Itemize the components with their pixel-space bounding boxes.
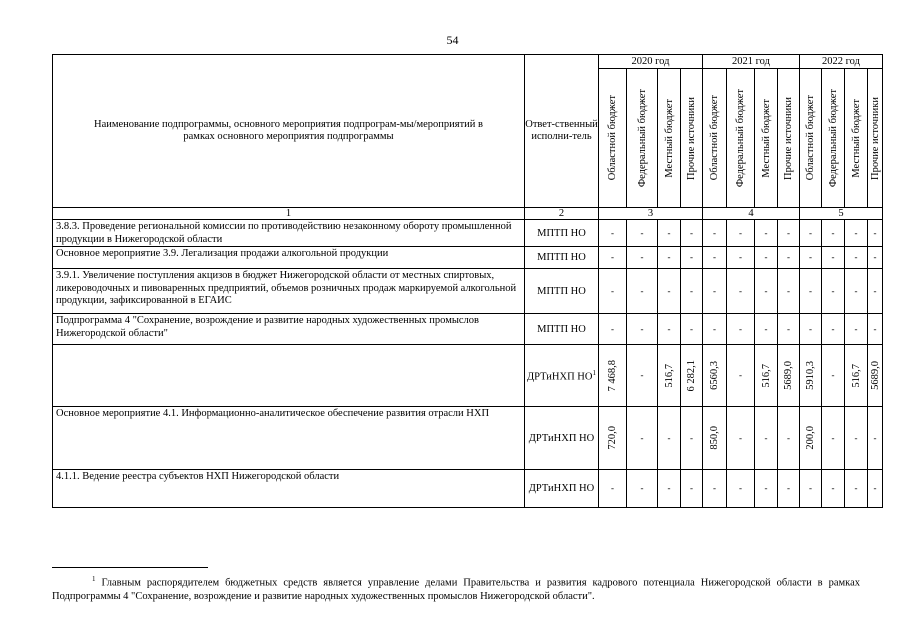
value-text: - bbox=[831, 227, 835, 238]
value-text: - bbox=[739, 483, 742, 493]
value-cell bbox=[727, 407, 755, 470]
responsible-text: МПТП НО bbox=[537, 227, 586, 239]
value-cell bbox=[681, 407, 703, 470]
source-header-label: Федеральный бюджет bbox=[636, 88, 648, 188]
value-cell bbox=[845, 345, 868, 407]
value-text: - bbox=[667, 483, 671, 493]
value-cell bbox=[868, 407, 883, 470]
row-name: 3.8.3. Проведение региональной комиссии по противодействию незаконному обороту промышленной продукции в Нижегородской области bbox=[53, 220, 525, 247]
value-cell bbox=[845, 269, 868, 314]
value-text: - bbox=[690, 252, 693, 262]
source-header-label: Федеральный бюджет bbox=[827, 88, 839, 188]
value-text: - bbox=[690, 323, 693, 334]
value-cell bbox=[599, 314, 627, 345]
row-responsible bbox=[525, 314, 599, 345]
value-text: - bbox=[873, 227, 877, 238]
value-text: - bbox=[667, 252, 671, 262]
footnote-separator bbox=[52, 567, 208, 568]
value-cell bbox=[868, 220, 883, 247]
value-cell bbox=[778, 470, 800, 508]
value-cell bbox=[599, 269, 627, 314]
source-header bbox=[800, 69, 822, 208]
value-cell bbox=[800, 345, 822, 407]
value-cell bbox=[755, 345, 778, 407]
col-number: 4 bbox=[703, 208, 800, 220]
value-cell bbox=[800, 269, 822, 314]
value-cell bbox=[681, 314, 703, 345]
responsible-text: ДРТиНХП НО bbox=[528, 432, 595, 444]
source-header bbox=[599, 69, 627, 208]
table-row bbox=[53, 247, 883, 269]
value-text: - bbox=[854, 227, 858, 238]
source-header-label: Областной бюджет bbox=[709, 95, 720, 181]
source-header-label: Федеральный бюджет bbox=[735, 88, 746, 188]
value-cell bbox=[755, 269, 778, 314]
value-text: - bbox=[667, 227, 671, 238]
value-text: - bbox=[690, 432, 693, 443]
value-text: - bbox=[640, 323, 644, 334]
col-number: 3 bbox=[599, 208, 703, 220]
row-name: 4.1.1. Ведение реестра субъектов НХП Нижегородской области bbox=[53, 470, 525, 508]
footnote-ref: 1 bbox=[592, 369, 596, 378]
source-header bbox=[627, 69, 658, 208]
source-header bbox=[681, 69, 703, 208]
value-cell bbox=[658, 269, 681, 314]
value-text: - bbox=[667, 432, 671, 443]
responsible-text: МПТП НО bbox=[537, 285, 586, 297]
value-text: - bbox=[873, 432, 877, 443]
source-header-label: Прочие источники bbox=[783, 96, 794, 180]
value-text: - bbox=[611, 483, 614, 493]
value-cell bbox=[703, 269, 727, 314]
value-text: - bbox=[611, 227, 614, 238]
value-text: - bbox=[713, 227, 716, 238]
value-text: - bbox=[713, 483, 716, 493]
value-cell bbox=[845, 470, 868, 508]
value-cell bbox=[800, 247, 822, 269]
value-text: - bbox=[787, 285, 790, 296]
value-text: - bbox=[873, 285, 877, 296]
value-text: 516,7 bbox=[850, 363, 862, 388]
value-cell bbox=[727, 247, 755, 269]
value-text: - bbox=[873, 323, 877, 334]
responsible-text: МПТП НО bbox=[537, 252, 586, 263]
value-text: - bbox=[739, 252, 742, 262]
value-cell bbox=[778, 345, 800, 407]
table-row bbox=[53, 470, 883, 508]
value-text: - bbox=[713, 252, 716, 262]
value-cell bbox=[627, 247, 658, 269]
value-cell bbox=[703, 470, 727, 508]
value-cell bbox=[755, 407, 778, 470]
value-cell bbox=[822, 220, 845, 247]
value-cell bbox=[658, 407, 681, 470]
value-cell bbox=[822, 345, 845, 407]
source-header-label: Областной бюджет bbox=[607, 95, 618, 181]
table-row bbox=[53, 345, 883, 407]
row-responsible bbox=[525, 345, 599, 407]
value-text: - bbox=[809, 285, 812, 296]
value-cell bbox=[822, 407, 845, 470]
value-cell bbox=[681, 220, 703, 247]
value-cell bbox=[627, 345, 658, 407]
row-responsible bbox=[525, 220, 599, 247]
value-cell bbox=[727, 345, 755, 407]
value-cell bbox=[599, 407, 627, 470]
value-cell bbox=[845, 220, 868, 247]
footnote-mark: 1 bbox=[92, 575, 96, 583]
value-cell bbox=[658, 470, 681, 508]
value-cell bbox=[755, 247, 778, 269]
value-cell bbox=[778, 220, 800, 247]
footnote-text: Главным распорядителем бюджетных средств является управление делами Правительства и развития кадрового потенциала Нижегородской области в рамках Подпрограммы 4 "Сохранение, возрождение и развитие народных художественных промыслов Нижегородской области". bbox=[52, 577, 860, 602]
value-cell bbox=[868, 345, 883, 407]
responsible-text: ДРТиНХП НО bbox=[527, 371, 593, 383]
source-header bbox=[822, 69, 845, 208]
row-name: Основное мероприятие 3.9. Легализация продажи алкогольной продукции bbox=[53, 247, 525, 269]
value-text: 720,0 bbox=[607, 426, 618, 450]
row-responsible bbox=[525, 407, 599, 470]
value-cell bbox=[845, 314, 868, 345]
value-text: - bbox=[640, 432, 644, 443]
value-text: 516,7 bbox=[663, 363, 675, 388]
value-cell bbox=[800, 407, 822, 470]
value-text: - bbox=[831, 370, 835, 380]
value-cell bbox=[845, 407, 868, 470]
value-text: 200,0 bbox=[805, 426, 816, 450]
value-text: - bbox=[611, 323, 614, 334]
value-text: - bbox=[690, 285, 693, 296]
row-name bbox=[53, 345, 525, 407]
value-cell bbox=[727, 220, 755, 247]
value-cell bbox=[778, 247, 800, 269]
year-2022: 2022 год bbox=[800, 55, 883, 69]
value-cell bbox=[599, 470, 627, 508]
source-header bbox=[868, 69, 883, 208]
value-text: 5910,3 bbox=[805, 361, 816, 390]
value-text: - bbox=[787, 432, 790, 443]
value-cell bbox=[627, 470, 658, 508]
value-text: 6560,3 bbox=[709, 361, 720, 390]
value-text: - bbox=[831, 432, 835, 443]
value-cell bbox=[800, 470, 822, 508]
value-cell bbox=[778, 407, 800, 470]
value-cell bbox=[868, 314, 883, 345]
table-row bbox=[53, 220, 883, 247]
source-header bbox=[658, 69, 681, 208]
value-text: - bbox=[873, 252, 877, 262]
value-text: 6 282,1 bbox=[686, 359, 697, 392]
value-text: - bbox=[764, 323, 768, 334]
value-text: - bbox=[764, 285, 768, 296]
value-cell bbox=[778, 314, 800, 345]
value-text: - bbox=[764, 227, 768, 238]
value-cell bbox=[868, 247, 883, 269]
value-text: - bbox=[667, 285, 671, 296]
row-responsible bbox=[525, 470, 599, 508]
value-text: - bbox=[809, 483, 812, 493]
table-row bbox=[53, 314, 883, 345]
row-responsible bbox=[525, 269, 599, 314]
value-cell bbox=[703, 247, 727, 269]
source-header bbox=[703, 69, 727, 208]
value-text: - bbox=[640, 227, 644, 238]
source-header bbox=[778, 69, 800, 208]
value-cell bbox=[755, 220, 778, 247]
value-cell bbox=[868, 269, 883, 314]
value-text: - bbox=[611, 252, 614, 262]
value-text: - bbox=[640, 483, 644, 493]
value-cell bbox=[599, 345, 627, 407]
col-number: 1 bbox=[53, 208, 525, 220]
value-text: - bbox=[764, 483, 768, 493]
value-text: - bbox=[854, 323, 858, 334]
value-text: - bbox=[831, 252, 835, 262]
value-cell bbox=[658, 247, 681, 269]
value-text: - bbox=[809, 252, 812, 262]
value-text: - bbox=[831, 285, 835, 296]
value-text: 516,7 bbox=[760, 363, 772, 388]
source-header-label: Прочие источники bbox=[686, 96, 697, 180]
value-cell bbox=[681, 247, 703, 269]
table-row bbox=[53, 407, 883, 470]
value-cell bbox=[658, 220, 681, 247]
value-text: - bbox=[611, 285, 614, 296]
value-text: - bbox=[640, 285, 644, 296]
value-cell bbox=[727, 470, 755, 508]
value-text: - bbox=[787, 483, 790, 493]
value-text: - bbox=[640, 252, 644, 262]
value-text: - bbox=[831, 323, 835, 334]
value-cell bbox=[627, 314, 658, 345]
value-cell bbox=[727, 269, 755, 314]
value-text: 5689,0 bbox=[869, 361, 881, 390]
source-header-label: Областной бюджет bbox=[805, 95, 816, 181]
source-header bbox=[727, 69, 755, 208]
value-text: - bbox=[690, 227, 693, 238]
table-row bbox=[53, 269, 883, 314]
value-text: - bbox=[809, 323, 812, 334]
value-cell bbox=[755, 314, 778, 345]
source-header-label: Местный бюджет bbox=[850, 98, 862, 178]
value-text: - bbox=[713, 285, 716, 296]
value-text: - bbox=[739, 432, 742, 443]
value-cell bbox=[627, 407, 658, 470]
value-cell bbox=[658, 314, 681, 345]
value-text: - bbox=[854, 252, 858, 262]
value-text: 5689,0 bbox=[783, 361, 794, 390]
value-cell bbox=[727, 314, 755, 345]
value-cell bbox=[599, 220, 627, 247]
row-name: Основное мероприятие 4.1. Информационно-аналитическое обеспечение развития отрасли НХП bbox=[53, 407, 525, 470]
value-text: - bbox=[640, 370, 644, 380]
value-text: - bbox=[739, 323, 742, 334]
value-text: - bbox=[739, 227, 742, 238]
value-cell bbox=[627, 269, 658, 314]
value-text: - bbox=[739, 285, 742, 296]
value-cell bbox=[703, 407, 727, 470]
responsible-text: ДРТиНХП НО bbox=[528, 483, 595, 494]
source-header bbox=[755, 69, 778, 208]
source-header-label: Прочие источники bbox=[869, 96, 881, 180]
value-cell bbox=[703, 314, 727, 345]
value-text: - bbox=[690, 483, 693, 493]
value-cell bbox=[822, 314, 845, 345]
value-text: - bbox=[854, 432, 858, 443]
value-cell bbox=[703, 220, 727, 247]
page-number: 54 bbox=[446, 33, 459, 47]
value-cell bbox=[845, 247, 868, 269]
value-cell bbox=[627, 220, 658, 247]
value-text: - bbox=[667, 323, 671, 334]
budget-table bbox=[52, 54, 883, 508]
col-number: 2 bbox=[525, 208, 599, 220]
value-text: - bbox=[831, 483, 835, 493]
header-name: Наименование подпрограммы, основного мероприятия подпрограм-мы/мероприятий в рамках основного мероприятия подпрограммы bbox=[53, 55, 525, 208]
value-text: - bbox=[873, 483, 877, 493]
value-cell bbox=[800, 314, 822, 345]
value-text: - bbox=[713, 323, 716, 334]
row-name: Подпрограмма 4 "Сохранение, возрождение и развитие народных художественных промыслов Нижегородской области" bbox=[53, 314, 525, 345]
row-name: 3.9.1. Увеличение поступления акцизов в бюджет Нижегородской области от местных спиртовых, ликероводочных и пивоваренных предприятий, объемов розничных продаж маркируемой алкогольной продукции, зафиксированной в ЕГАИС bbox=[53, 269, 525, 314]
row-responsible bbox=[525, 247, 599, 269]
value-cell bbox=[599, 247, 627, 269]
value-cell bbox=[822, 470, 845, 508]
value-text: - bbox=[739, 370, 742, 380]
col-number: 5 bbox=[800, 208, 883, 220]
responsible-text: МПТП НО bbox=[537, 323, 586, 335]
value-text: - bbox=[854, 483, 858, 493]
column-numbers-row bbox=[53, 208, 883, 220]
value-text: 7 468,8 bbox=[607, 359, 618, 392]
value-text: - bbox=[764, 432, 768, 443]
value-cell bbox=[800, 220, 822, 247]
value-text: - bbox=[809, 227, 812, 238]
footnote bbox=[52, 573, 860, 603]
value-cell bbox=[755, 470, 778, 508]
year-2021: 2021 год bbox=[703, 55, 800, 69]
value-cell bbox=[822, 269, 845, 314]
source-header-label: Местный бюджет bbox=[760, 98, 772, 178]
value-text: 850,0 bbox=[709, 426, 720, 450]
value-cell bbox=[868, 470, 883, 508]
value-cell bbox=[778, 269, 800, 314]
value-cell bbox=[681, 470, 703, 508]
value-cell bbox=[822, 247, 845, 269]
value-cell bbox=[681, 345, 703, 407]
value-text: - bbox=[787, 252, 790, 262]
year-2020: 2020 год bbox=[599, 55, 703, 69]
value-text: - bbox=[787, 227, 790, 238]
value-text: - bbox=[854, 285, 858, 296]
value-text: - bbox=[764, 252, 768, 262]
source-header-label: Местный бюджет bbox=[663, 98, 675, 178]
header-responsible: Ответ-ственный исполни-тель bbox=[525, 55, 599, 208]
value-cell bbox=[703, 345, 727, 407]
source-header bbox=[845, 69, 868, 208]
value-text: - bbox=[787, 323, 790, 334]
value-cell bbox=[658, 345, 681, 407]
value-cell bbox=[681, 269, 703, 314]
